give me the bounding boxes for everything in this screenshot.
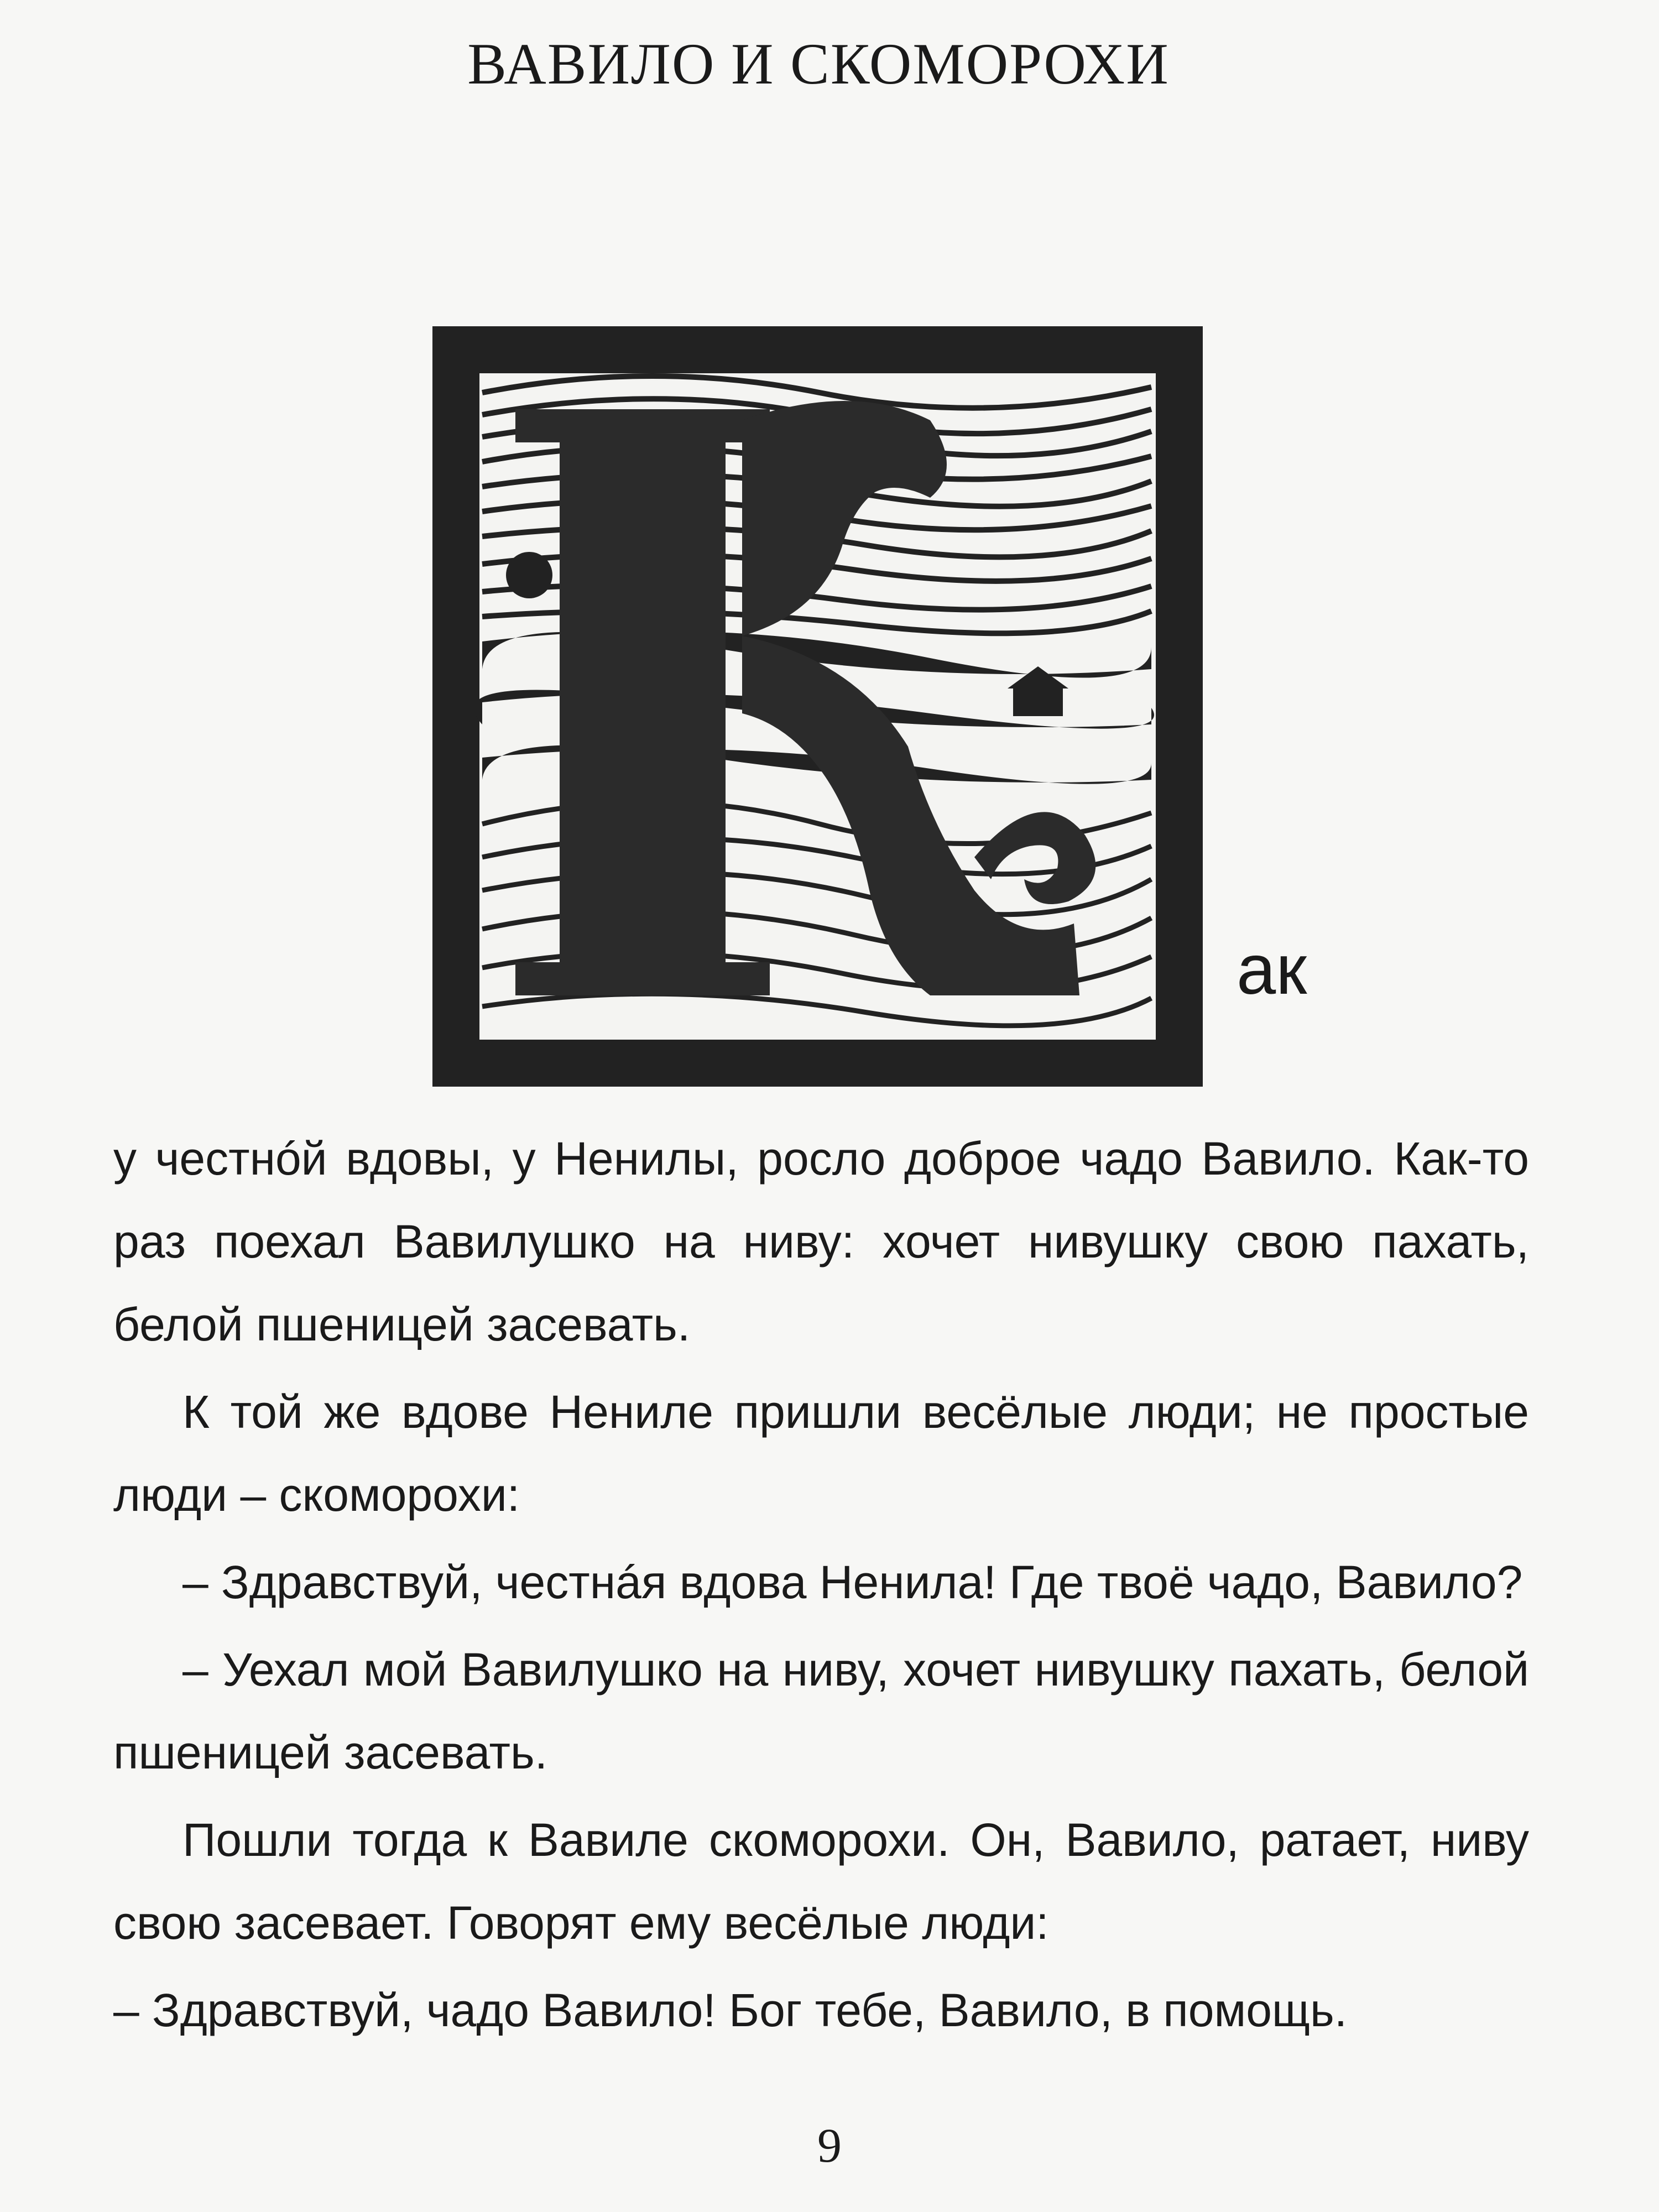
paragraph: – Уехал мой Вавилушко на ниву, хочет нивушку пахать, белой пшеницей засевать. <box>113 1644 1529 1778</box>
chapter-title: ВАВИЛО И СКОМОРОХИ <box>467 32 1170 96</box>
paragraph: К той же вдове Нениле пришли весёлые люди; не простые люди – скоморохи: <box>113 1386 1529 1521</box>
story-text <box>113 1117 1529 2056</box>
dropcap-word-rest: ак <box>1237 930 1307 1009</box>
paragraph: – Здравствуй, чадо Вавило! Бог тебе, Вавило, в помощь. <box>113 1984 1348 2036</box>
dropcap-illustration <box>432 326 1203 1087</box>
paragraph: – Здравствуй, честнáя вдова Ненила! Где твоё чадо, Вавило? <box>182 1556 1523 1608</box>
illuminated-dropcap <box>432 326 1203 1087</box>
paragraph: Пошли тогда к Вавиле скоморохи. Он, Вавило, ратает, ниву свою засевает. Говорят ему весёлые люди: <box>113 1814 1529 1949</box>
paragraph: у честнóй вдовы, у Ненилы, росло доброе чадо Вавило. Как-то раз поехал Вавилушко на ниву: хочет нивушку свою пахать, белой пшеницей засевать. <box>113 1133 1529 1350</box>
page-number: 9 <box>817 2119 842 2173</box>
